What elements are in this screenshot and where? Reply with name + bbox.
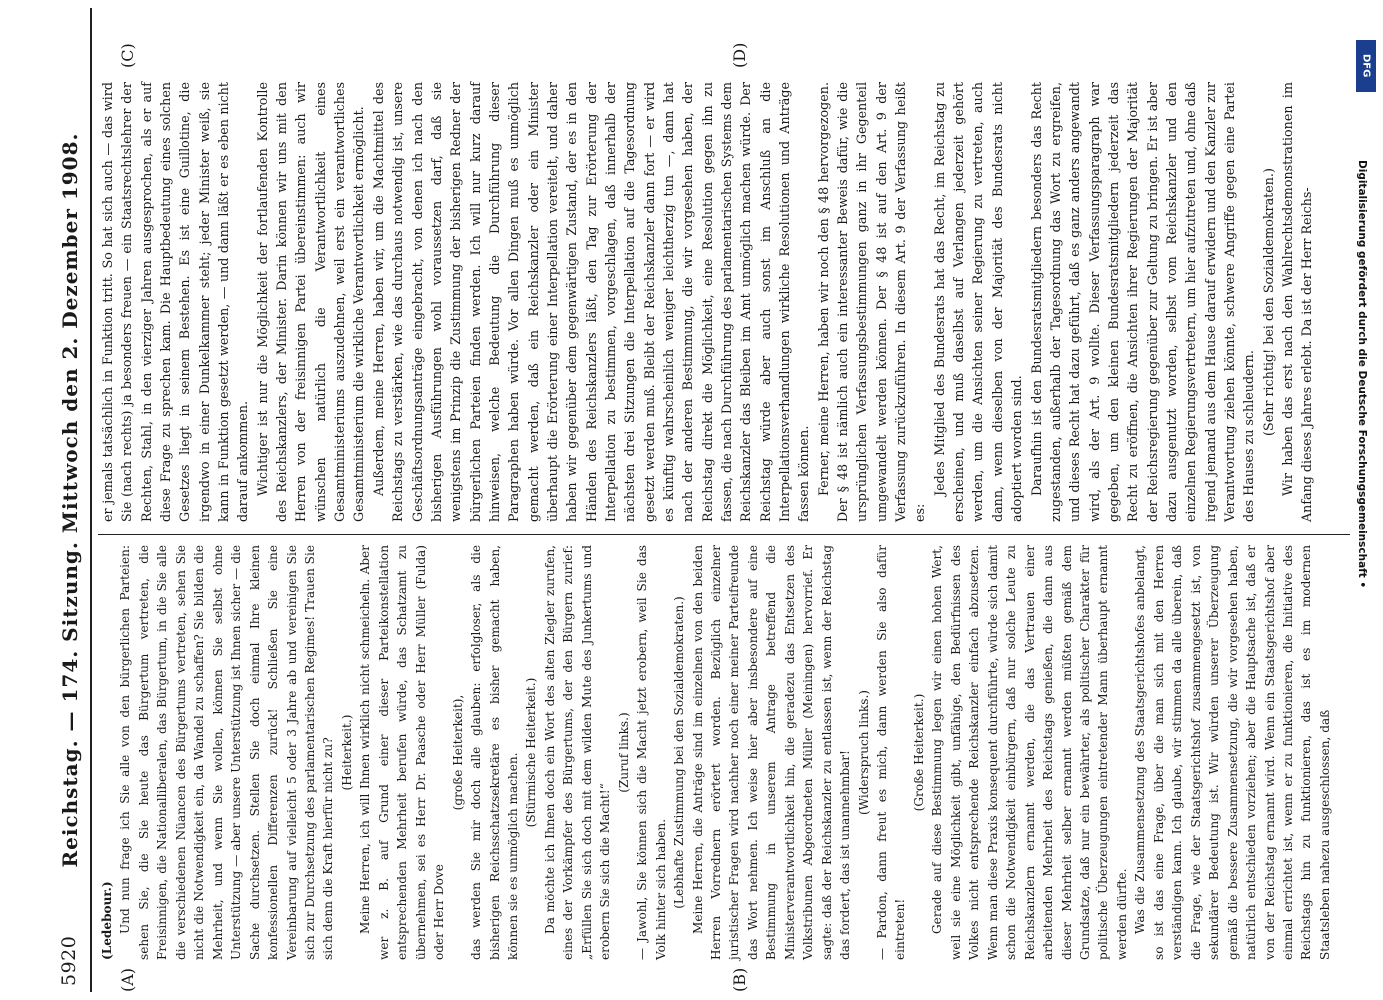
header-rule [90, 8, 92, 992]
right-paragraph: Daraufhin ist den Bundesratsmitgliedern besonders das Recht zugestanden, außerhalb der Tagesordnung das Wort zu ergreifen, und dieses Recht hat dazu geführt, daß es ganz anders angewandt wird, als der Art. 9 wollte. Dieser Verfassungsparagraph war gegeben, um den kleinen Bundesratsmitgliedern jederzeit das Recht zu eröffnen, die Ansichten ihrer Regierungen der Majorität der Reichsregierung gegenüber zur Geltung zu bringen. Er ist aber dazu ausgenutzt worden, selbst vom Reichskanzler und den einzelnen Regierungsvertretern, um hier aufzutreten und, ohne daß irgend jemand aus dem Hause darauf erwidern und den Kanzler zur Verantwortung ziehen könnte, schwere Angriffe gegen eine Partei des Hauses zu schleudern. [1028, 82, 1257, 522]
right-paragraph: er jemals tatsächlich in Funktion tritt. So hat sich auch — das wird Sie (nach rechts) ja besonders freuen — ein Staatsrechtslehrer der Rechten, Stahl, in den vierziger Jahren ausgesprochen, als er auf diese Frage zu sprechen kam. Die Hauptbedeutung eines solchen Gesetzes liegt in seinem Bestehen. Es ist eine Guillotine, die irgendwo in einer Dunkelkammer steht; jeder Minister weiß, sie kann in Funktion gesetzt werden, — und dann läßt er es eben nicht darauf ankommen. [100, 82, 251, 522]
digitization-note: Digitalisierung gefördert durch die Deutsche Forschungsgemeinschaft • [1356, 160, 1368, 589]
document-page [40, 0, 1360, 1000]
right-column [98, 82, 1350, 522]
right-interjection: (Sehr richtig! bei den Sozialdemokraten.) [1260, 168, 1276, 436]
left-speaker-name: (Ledebour.) [100, 881, 114, 960]
margin-label-d: (D) [730, 42, 749, 68]
page-number: 5920 [58, 935, 80, 986]
left-paragraph: — Pardon, dann freut es mich, dann werden Sie also dafür eintreten! [875, 545, 908, 960]
left-interjection: (große Heiterkeit), [450, 694, 465, 811]
right-paragraph: Außerdem, meine Herren, haben wir, um die Machtmittel des Reichstags zu verstärken, wie das durchaus notwendig ist, unsere Geschäftsordnungsanträge eingebracht, von denen ich nach den bisherigen Ausführungen wohl voraussetzen darf, daß sie wenigstens im Prinzip die Zustimmung der bisherigen Redner der bürgerlichen Parteien finden werden. Ich will nur kurz darauf hinweisen, welche Bedeutung die Durchführung dieser Paragraphen haben würde. Vor allen Dingen muß es unmöglich gemacht werden, daß ein Reichskanzler oder ein Minister überhaupt die Erörterung einer Interpellation vereitelt, und daher haben wir gegenüber dem gegenwärtigen Zustand, der es in den Händen des Reichskanzlers läßt, den Tag zur Erörterung der Interpellation zu bestimmen, vorgeschlagen, daß innerhalb der nächsten drei Sitzungen die Interpellation auf die Tagesordnung gesetzt werden muß. Bleibt der Reichskanzler dann fort — er wird es künftig wahrscheinlich weniger leichtherzig tun —, dann hat nach der anderen Bestimmung, die wir vorgesehen haben, der Reichstag direkt die Möglichkeit, eine Resolution gegen ihn zu fassen, die nach Durchführung des parlamentarischen Systems dem Reichskanzler das Bleiben im Amt unmöglich machen würde. Der Reichstag würde aber auch sonst im Anschluß an die Interpellationsverhandlungen wirkliche Resolutionen und Anträge fassen können. [370, 82, 812, 522]
left-column [98, 545, 1350, 960]
right-paragraph: Wir haben das erst nach den Wahlrechtsdemonstrationen im Anfang dieses Jahres erlebt. Da ist der Herr Reichs- [1279, 82, 1315, 522]
left-paragraph: Was die Zusammensetzung des Staatsgerichtshofes anbelangt, so ist das eine Frage, über die man sich mit den Herren verständigen kann. Ich glaube, wir stimmen da alle überein, daß die Frage, wie der Staatsgerichtshof zusammengesetzt ist, von sekundärer Bedeutung ist. Wir würden unserer Überzeugung gemäß die bessere Zusammensetzung, die wir vorgesehen haben, natürlich entschieden vorziehen; aber die Hauptsache ist, daß er von der Reichstag ernannt wird. Wenn ein Staatsgerichtshof aber einmal errichtet ist, wenn er zu funktionieren, die Initiative des Reichstags hin zu funktionieren, das ist es im modernen Staatsleben nahezu ausgeschlossen, daß [1133, 545, 1332, 960]
page-header [54, 0, 88, 1000]
left-paragraph: Da möchte ich Ihnen doch ein Wort des alten Ziegler zurufen, eines der Vorkämpfer des Bürgertums, der den Bürgern zurief: „Erfüllen Sie sich doch mit dem wilden Mute des Junkertums und erobern Sie sich die Macht!“ [542, 545, 613, 960]
left-paragraph: Gerade auf diese Bestimmung legen wir einen hohen Wert, weil sie eine Möglichkeit gibt, unfähige, den Bedürfnissen des Volkes nicht entsprechende Reichskanzler einfach abzusetzen. Wenn man diese Praxis konsequent durchführte, würde sich damit schon die Notwendigkeit einbürgern, daß nur solche Leute zu Reichskanzlern ernannt werden, die das Vertrauen einer arbeitenden Mehrheit des Reichstags genießen, die dann aus dieser Mehrheit selber ernannt werden müßten gemäß dem Grundsatze, daß nur ein bewährter, als politischer Charakter für politische Überzeugungen eintretender Mann überhaupt ernannt werden dürfte. [930, 545, 1129, 960]
left-interjection: (Widerspruch links.) [856, 689, 871, 816]
left-interjection: (Große Heiterkeit.) [911, 693, 926, 812]
dfg-logo: DFG [1356, 40, 1376, 92]
left-paragraph: Und nun frage ich Sie alle von den bürgerlichen Parteien: sehen Sie, die Sie heute das Bürgertum vertreten, die Freisinnigen, die Nationalliberalen, das Bürgertum, in die Sie alle die verschiedenen Nüancen des Bürgertums vertreten, sehen Sie nicht die Notwendigkeit ein, da Wandel zu schaffen? Sie bilden die Mehrheit, und wenn Sie wollen, können Sie selbst ohne Unterstützung — aber unsere Unterstützung ist Ihnen sicher — die Sache durchsetzen. Stellen Sie doch einmal Ihre kleinen konfessionellen Differenzen zurück! Schließen Sie eine Vereinbarung auf vielleicht 5 oder 3 Jahre ab und vereinigen Sie sich zur Durchsetzung des parlamentarischen Regimes! Trauen Sie sich denn die Kraft hierfür nicht zu? [118, 545, 336, 960]
left-paragraph: — Jawohl, Sie können sich die Macht jetzt erobern, weil Sie das Volk hinter sich haben. [635, 545, 668, 960]
digitization-sidebar [1352, 40, 1382, 980]
left-paragraph: Meine Herren, die Anträge sind im einzelnen von den beiden Herren Vorrednern erörtert worden. Bezüglich einzelner juristischer Fragen wird nachher noch einer meiner Parteifreunde das Wort nehmen. Ich weise hier aber insbesondere auf eine Bestimmung in unserem Antrage betreffend die Ministerverantwortlichkeit hin, die geradezu das Entsetzen des Volkstribunen Abgeordneten Müller (Meiningen) hervorrief. Er sagte: daß der Reichskanzler zu entlassen ist, wenn der Reichstag das fordert, das ist unannehmbar! [690, 545, 853, 960]
left-paragraph: Meine Herren, ich will Ihnen wirklich nicht schmeicheln. Aber wer z. B. auf Grund einer dieser Parteikonstellation entsprechenden Mehrheit berufen würde, das Schatzamt zu übernehmen, sei es Herr Dr. Paasche oder Herr Müller (Fulda) oder Herr Dove [358, 545, 447, 960]
margin-label-a: (A) [118, 967, 137, 992]
left-interjection: (Stürmische Heiterkeit.) [524, 677, 539, 828]
margin-label-b: (B) [730, 967, 749, 992]
right-paragraph: Ferner, meine Herren, haben wir noch den § 48 hervorgezogen. Der § 48 ist nämlich auch ein interessanter Beweis dafür, wie die ursprünglichen Verfassungsbestimmungen ganz in ihr Gegenteil umgewandelt werden können. Der § 48 ist auf den Art. 9 der Verfassung zurückzuführen. In diesem Art. 9 der Verfassung heißt es: [815, 82, 928, 522]
margin-label-c: (C) [118, 43, 137, 68]
left-interjection: (Heiterkeit.) [339, 714, 354, 791]
column-divider [98, 534, 1350, 535]
right-paragraph: Jedes Mitglied des Bundesrats hat das Recht, im Reichstag zu erscheinen, und muß daselbst auf Verlangen jederzeit gehört werden, um die Ansichten seiner Regierung zu vertreten, auch dann, wenn dieselben von der Majorität des Bundesrats nicht adoptiert worden sind. [931, 82, 1025, 522]
right-paragraph: Wichtiger ist nur die Möglichkeit der fortlaufenden Kontrolle des Reichskanzlers, der Minister. Darin können wir uns mit den Herren von der freisinnigen Partei übereinstimmen: auch wir wünschen natürlich die Verantwortlichkeit eines Gesamtministeriums auszudehnen, weil erst ein verantwortliches Gesamtministerium die wirkliche Verantwortlichkeit ermöglicht. [254, 82, 367, 522]
left-paragraph: das werden Sie mir doch alle glauben: erfolgloser, als die bisherigen Reichsschatzsekretäre es bisher gemacht haben, können sie es unmöglich machen. [469, 545, 520, 960]
page-title: Reichstag. — 174. Sitzung. Mittwoch den 2. Dezember 1908. [58, 132, 82, 868]
left-interjection: (Lebhafte Zustimmung bei den Sozialdemokraten.) [672, 596, 687, 909]
left-interjection: (Zuruf links.) [616, 712, 631, 793]
